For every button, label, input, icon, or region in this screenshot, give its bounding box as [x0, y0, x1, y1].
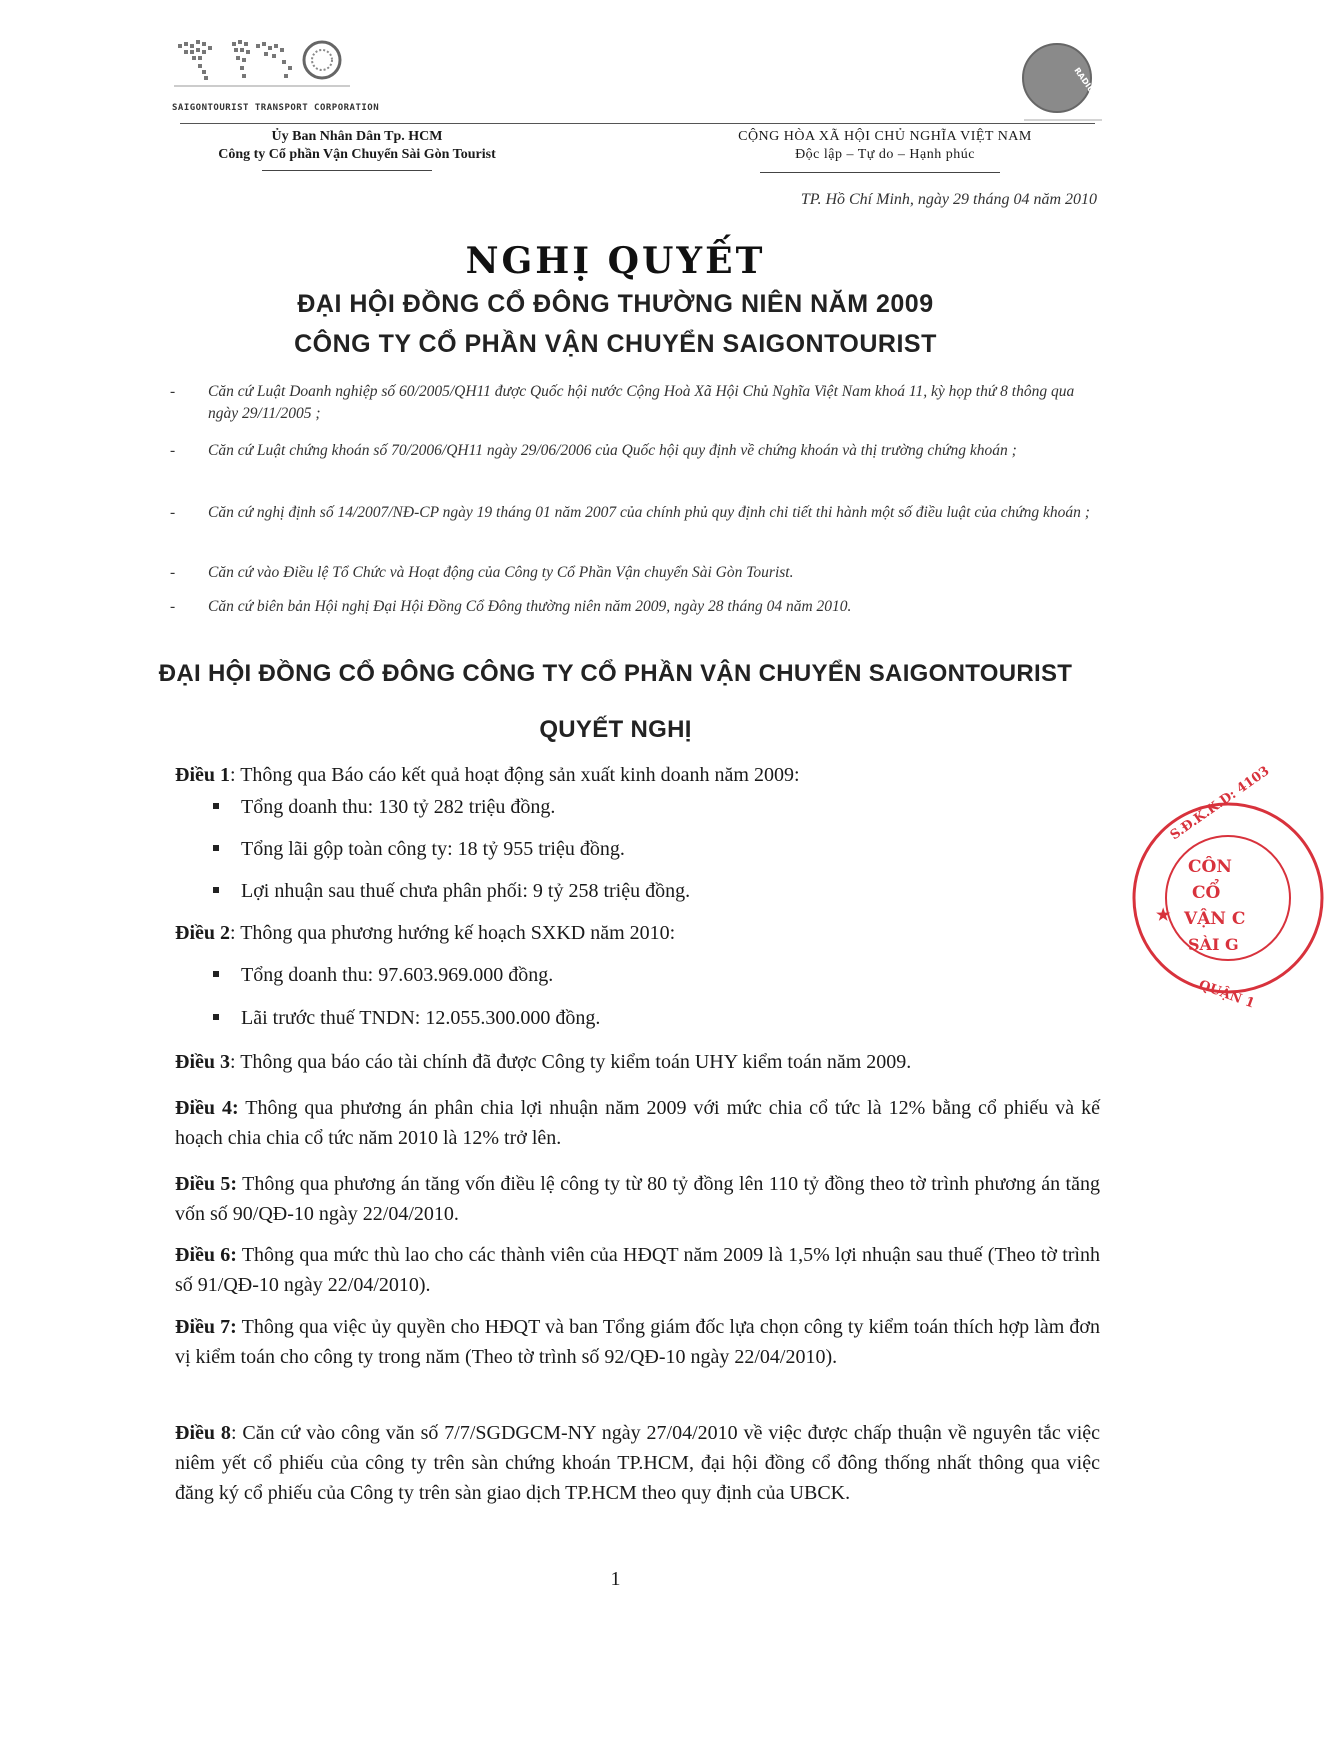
- basis-item: - Căn cứ vào Điều lệ Tổ Chức và Hoạt động của Công ty Cổ Phần Vận chuyển Sài Gòn Tourist.: [170, 564, 794, 581]
- radius-logo-text: RADIUS: [1072, 65, 1100, 100]
- issuer-authority: Ủy Ban Nhân Dân Tp. HCM: [271, 129, 443, 144]
- article-6: Điều 6: Thông qua mức thù lao cho các thành viên của HĐQT năm 2009 là 1,5% lợi nhuận sau thuế (Theo tờ trình số 91/QĐ-10 ngày 22/04/2010).: [175, 1244, 1100, 1296]
- issuer-block: [172, 128, 542, 164]
- section-subtitle: QUYẾT NGHỊ: [539, 716, 692, 743]
- issuer-company: Công ty Cổ phần Vận Chuyển Sài Gòn Tourist: [218, 147, 496, 162]
- svg-text:CÔN: CÔN: [1188, 857, 1232, 877]
- basis-item: - Căn cứ biên bản Hội nghị Đại Hội Đồng Cổ Đông thường niên năm 2009, ngày 28 tháng 04 năm 2010.: [170, 598, 852, 615]
- list-item: Lãi trước thuế TNDN: 12.055.300.000 đồng.: [213, 1003, 600, 1033]
- article-4: Điều 4: Thông qua phương án phân chia lợi nhuận năm 2009 với mức chia cổ tức là 12% bằng cổ phiếu và kế hoạch chia chia cổ tức năm 2010 là 12% trở lên.: [175, 1097, 1100, 1149]
- svg-text:★: ★: [1156, 905, 1171, 924]
- national-motto-block: [690, 128, 1080, 164]
- article-8: Điều 8: Căn cứ vào công văn số 7/7/SGDGCM-NY ngày 27/04/2010 về việc được chấp thuận về nguyên tắc việc niêm yết cổ phiếu của công ty trên sàn chứng khoán TP.HCM, đại hội đồng cổ đông thống nhất thông qua việc đăng ký cổ phiếu của Công ty trên sàn giao dịch TP.HCM theo quy định của UBCK.: [175, 1422, 1101, 1504]
- company-seal: [1128, 763, 1328, 1012]
- article-1: Điều 1: Thông qua Báo cáo kết quả hoạt động sản xuất kinh doanh năm 2009:: [175, 764, 800, 786]
- header-divider: [180, 123, 1095, 124]
- article-2: Điều 2: Thông qua phương hướng kế hoạch SXKD năm 2010:: [175, 922, 676, 944]
- svg-text:QUẬN 1: QUẬN 1: [1196, 977, 1257, 1012]
- document-subtitle-1: ĐẠI HỘI ĐỒNG CỔ ĐÔNG THƯỜNG NIÊN NĂM 2009: [297, 290, 934, 318]
- svg-text:S.Đ.K.K.D: 4103: S.Đ.K.K.D: 4103: [1167, 763, 1273, 844]
- article-5: Điều 5: Thông qua phương án tăng vốn điều lệ công ty từ 80 tỷ đồng lên 110 tỷ đồng theo tờ trình phương án tăng vốn số 90/QĐ-10 ngày 22/04/2010.: [175, 1173, 1100, 1225]
- company-logo-caption: SAIGONTOURIST TRANSPORT CORPORATION: [172, 103, 380, 113]
- article-3: Điều 3: Thông qua báo cáo tài chính đã được Công ty kiểm toán UHY kiểm toán năm 2009.: [175, 1051, 912, 1073]
- svg-text:SÀI G: SÀI G: [1188, 935, 1239, 954]
- article-7: Điều 7: Thông qua việc ủy quyền cho HĐQT và ban Tổng giám đốc lựa chọn công ty kiểm toán thích hợp làm đơn vị kiểm toán cho công ty trong năm (Theo tờ trình số 92/QĐ-10 ngày 22/04/2010).: [175, 1316, 1100, 1368]
- list-item: Tổng doanh thu: 97.603.969.000 đồng.: [213, 960, 553, 990]
- document-subtitle-2: CÔNG TY CỔ PHẦN VẬN CHUYỂN SAIGONTOURIST: [294, 330, 937, 358]
- national-name: CỘNG HÒA XÃ HỘI CHỦ NGHĨA VIỆT NAM: [738, 129, 1032, 144]
- list-item: Lợi nhuận sau thuế chưa phân phối: 9 tỷ 258 triệu đồng.: [213, 876, 690, 906]
- document-title: NGHỊ QUYẾT: [465, 240, 766, 282]
- radius-certification-seal-icon: [1012, 40, 1107, 125]
- page-number: 1: [610, 1568, 621, 1590]
- certification-logo: [1012, 40, 1107, 125]
- basis-item: - Căn cứ Luật Doanh nghiệp số 60/2005/QH11 được Quốc hội nước Cộng Hoà Xã Hội Chủ Nghĩa Việt Nam khoá 11, kỳ họp thứ 8 thông qua ngày 29/11/2005 ;: [170, 383, 1075, 422]
- basis-item: - Căn cứ nghị định số 14/2007/NĐ-CP ngày 19 tháng 01 năm 2007 của chính phủ quy định chi tiết thi hành một số điều luật của chứng khoán ;: [170, 504, 1090, 521]
- issuer-underline: [262, 170, 432, 171]
- svg-text:VẬN C: VẬN C: [1184, 909, 1246, 929]
- list-item: Tổng doanh thu: 130 tỷ 282 triệu đồng.: [213, 792, 555, 822]
- national-motto: Độc lập – Tự do – Hạnh phúc: [795, 147, 975, 162]
- list-item: Tổng lãi gộp toàn công ty: 18 tỷ 955 triệu đồng.: [213, 834, 625, 864]
- red-company-seal-icon: [1128, 763, 1273, 1012]
- svg-text:CỔ: CỔ: [1192, 883, 1221, 903]
- motto-underline: [760, 172, 1000, 173]
- section-title: ĐẠI HỘI ĐỒNG CỔ ĐÔNG CÔNG TY CỔ PHẦN VẬN CHUYỂN SAIGONTOURIST: [158, 660, 1073, 687]
- document-date: TP. Hồ Chí Minh, ngày 29 tháng 04 năm 2010: [800, 191, 1097, 208]
- world-map-logo-icon: [172, 34, 352, 104]
- basis-item: - Căn cứ Luật chứng khoán số 70/2006/QH11 ngày 29/06/2006 của Quốc hội quy định về chứng khoán và thị trường chứng khoán ;: [170, 442, 1017, 459]
